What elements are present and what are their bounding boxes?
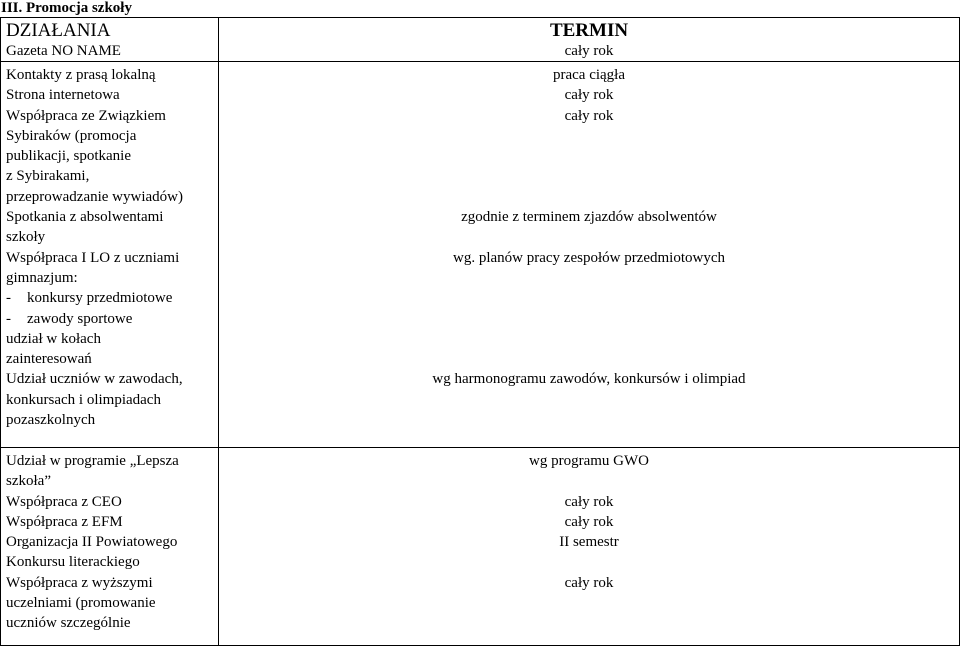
action-line: publikacji, spotkanie xyxy=(6,148,131,165)
action-line: Konkursu literackiego xyxy=(6,554,140,571)
header-term-sub: cały rok xyxy=(564,43,614,59)
action-line: uczniów szczególnie xyxy=(6,615,131,632)
action-line: Sybiraków (promocja xyxy=(6,127,137,144)
action-line: Strona internetowa xyxy=(6,87,120,104)
action-line: Współpraca I LO z uczniami xyxy=(6,249,180,266)
header-term-title: TERMIN xyxy=(549,20,629,41)
action-line: Spotkania z absolwentami xyxy=(6,209,164,226)
header-row xyxy=(1,18,960,62)
term-line: wg programu GWO xyxy=(529,453,649,469)
action-line: pozaszkolnych xyxy=(6,412,96,429)
term-line xyxy=(219,471,959,491)
action-line: z Sybirakami, xyxy=(6,168,90,185)
term-line xyxy=(219,268,959,288)
action-line: konkursach i olimpiadach xyxy=(6,391,161,408)
action-line: Współpraca z EFM xyxy=(6,513,123,530)
dash-item-text: zawody sportowe xyxy=(27,310,133,327)
term-line: wg harmonogramu zawodów, konkursów i olimpiad xyxy=(432,371,746,388)
term-line xyxy=(219,309,959,329)
term-line xyxy=(219,288,959,308)
dash-marker: - xyxy=(6,290,11,307)
term-line: cały rok xyxy=(564,493,614,510)
action-line: szkoły xyxy=(6,229,46,246)
action-line: udział w kołach xyxy=(6,330,101,347)
term-line: cały rok xyxy=(564,574,614,591)
action-line: Współpraca z CEO xyxy=(6,493,122,510)
action-line: Kontakty z prasą lokalną xyxy=(6,67,156,83)
term-line xyxy=(219,146,959,166)
term-line xyxy=(219,166,959,186)
group2-row xyxy=(1,448,960,646)
action-line: Udział uczniów w zawodach, xyxy=(6,371,183,388)
group2-actions-cell xyxy=(1,448,219,646)
term-line xyxy=(219,227,959,247)
action-line: Organizacja II Powiatowego xyxy=(6,534,178,551)
action-line: zainteresowań xyxy=(6,351,92,368)
action-line: Udział w programie „Lepsza xyxy=(6,453,179,469)
term-line xyxy=(219,349,959,369)
term-line xyxy=(219,126,959,146)
action-line: gimnazjum: xyxy=(6,269,78,286)
term-line: cały rok xyxy=(564,87,614,104)
group1-actions-cell xyxy=(1,62,219,448)
action-line: uczelniami (promowanie xyxy=(6,595,156,612)
header-term-cell xyxy=(219,18,960,62)
header-actions-cell xyxy=(1,18,219,62)
group2-term-cell xyxy=(219,448,960,646)
term-line xyxy=(219,552,959,572)
section-heading: III. Promocja szkoły xyxy=(0,0,960,17)
term-line xyxy=(219,329,959,349)
term-line: zgodnie z terminem zjazdów absolwentów xyxy=(461,209,717,226)
dash-list-item xyxy=(6,288,218,308)
action-line: Współpraca ze Związkiem xyxy=(6,107,166,124)
term-line: wg. planów pracy zespołów przedmiotowych xyxy=(452,249,725,266)
dash-item-text: konkursy przedmiotowe xyxy=(27,290,173,307)
dash-list-item xyxy=(6,309,218,329)
header-actions-title: DZIAŁANIA xyxy=(6,20,111,41)
term-line: II semestr xyxy=(559,534,619,551)
term-line xyxy=(219,187,959,207)
term-line: praca ciągła xyxy=(552,67,626,83)
action-line: szkoła” xyxy=(6,473,51,490)
dash-marker: - xyxy=(6,310,11,327)
action-line: przeprowadzanie wywiadów) xyxy=(6,188,184,205)
term-line: cały rok xyxy=(564,107,614,124)
group1-term-cell xyxy=(219,62,960,448)
group1-row xyxy=(1,62,960,448)
header-actions-sub: Gazeta NO NAME xyxy=(6,43,121,59)
action-line: Współpraca z wyższymi xyxy=(6,574,153,591)
schedule-table xyxy=(0,17,960,646)
term-line: cały rok xyxy=(564,513,614,530)
